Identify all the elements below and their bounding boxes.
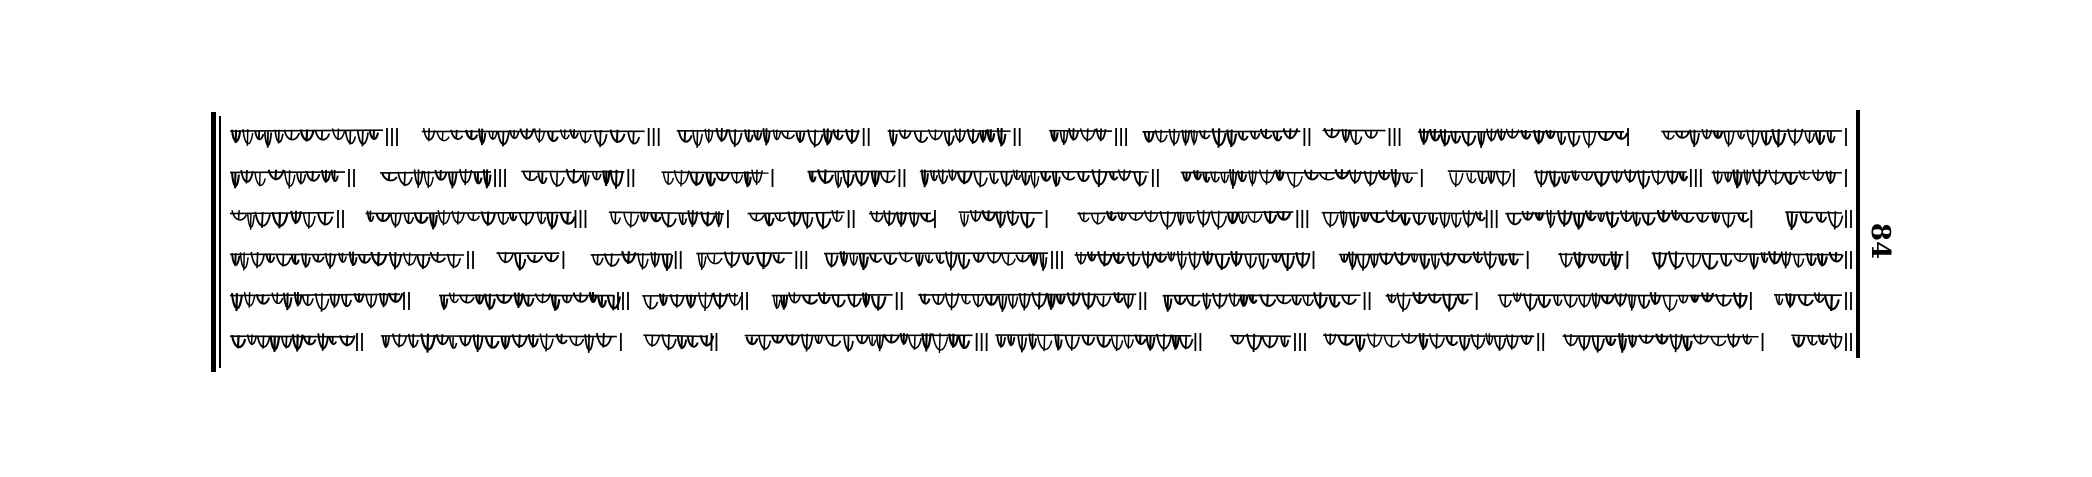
page-number: 84 [1865, 222, 1895, 260]
script-strokes [224, 241, 1852, 277]
tibetan-text-block [224, 118, 1852, 364]
script-strokes [224, 200, 1852, 236]
script-strokes [224, 282, 1852, 318]
text-line-5 [224, 282, 1852, 318]
text-line-2 [224, 159, 1852, 195]
script-strokes [224, 118, 1852, 154]
text-line-6 [224, 323, 1852, 359]
script-strokes [224, 323, 1852, 359]
left-margin-rule-inner [219, 116, 221, 368]
text-line-1 [224, 118, 1852, 154]
text-line-4 [224, 241, 1852, 277]
left-margin-rule-outer [211, 112, 216, 372]
text-line-3 [224, 200, 1852, 236]
script-strokes [224, 159, 1852, 195]
